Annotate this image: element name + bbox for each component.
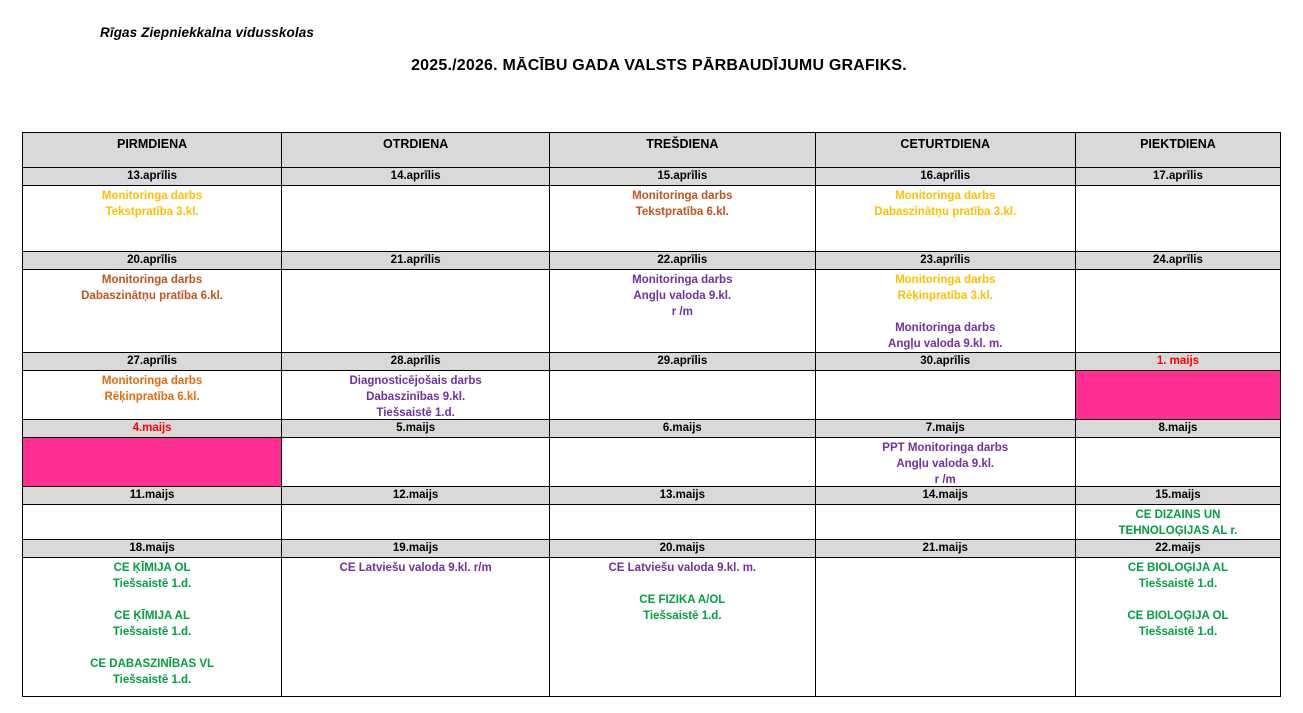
- column-header: OTRDIENA: [282, 133, 550, 168]
- exam-entry: [282, 373, 549, 420]
- schedule-cell: [23, 558, 282, 697]
- date-cell: 28.aprīlis: [282, 353, 550, 371]
- schedule-cell: [23, 371, 282, 420]
- exam-entry: [550, 272, 814, 320]
- schedule-cell: [816, 505, 1076, 540]
- exam-entry-line: Monitoringa darbs: [101, 375, 203, 387]
- exam-entry-line: Monitoringa darbs: [101, 190, 203, 202]
- exam-entry: [23, 560, 281, 592]
- date-cell: 18.maijs: [23, 540, 282, 558]
- schedule-cell: [282, 438, 550, 487]
- exam-entry: [816, 320, 1075, 352]
- schedule-cell: [550, 186, 815, 252]
- schedule-cell: [1076, 558, 1281, 697]
- exam-entry-line: Monitoringa darbs: [895, 322, 996, 334]
- date-row: [23, 487, 1281, 505]
- exam-entry-line: r /m: [671, 306, 693, 318]
- exam-entry-line: Angļu valoda 9.kl.: [896, 458, 995, 470]
- exam-entry-line: Dabaszinātņu pratība 6.kl.: [81, 290, 223, 302]
- date-row: [23, 540, 1281, 558]
- exam-entry-line: Tiešsaistē 1.d.: [1138, 578, 1218, 590]
- exam-entry-line: CE BIOLOĢIJA OL: [1127, 610, 1229, 622]
- date-cell: 21.maijs: [816, 540, 1076, 558]
- exam-entry-line: Monitoringa darbs: [632, 190, 733, 202]
- date-cell: 27.aprīlis: [23, 353, 282, 371]
- exam-entry-line: CE BIOLOĢIJA AL: [1127, 562, 1228, 574]
- exam-entry-line: Tiešsaistē 1.d.: [112, 626, 192, 638]
- date-row: [23, 168, 1281, 186]
- column-header: PIRMDIENA: [23, 133, 282, 168]
- exam-entry-line: Angļu valoda 9.kl. m.: [888, 338, 1003, 350]
- schedule-cell: [1076, 438, 1281, 487]
- schedule-cell: [550, 438, 815, 487]
- exam-entry-line: Angļu valoda 9.kl.: [633, 290, 732, 302]
- date-cell: 8.maijs: [1076, 420, 1281, 438]
- content-row: [23, 186, 1281, 252]
- date-row: [23, 420, 1281, 438]
- exam-entry: [550, 592, 814, 624]
- holiday-cell: [1076, 371, 1281, 420]
- schedule-cell: [282, 558, 550, 697]
- schedule-cell: [23, 270, 282, 353]
- date-cell: 30.aprīlis: [816, 353, 1076, 371]
- date-cell: 11.maijs: [23, 487, 282, 505]
- schedule-cell: [816, 186, 1076, 252]
- exam-entry-line: CE ĶĪMIJA OL: [113, 562, 191, 574]
- blank-line: [1076, 592, 1280, 608]
- exam-entry: [1076, 608, 1280, 640]
- exam-entry-line: PPT Monitoringa darbs: [882, 442, 1009, 454]
- exam-entry: [816, 440, 1075, 487]
- exam-entry-line: Tiešsaistē 1.d.: [643, 610, 722, 622]
- content-row: [23, 505, 1281, 540]
- content-row: [23, 371, 1281, 420]
- date-cell: 15.maijs: [1076, 487, 1281, 505]
- exam-entry-line: CE DIZAINS UN: [1135, 509, 1221, 521]
- date-cell: 19.maijs: [282, 540, 550, 558]
- exam-entry-line: CE DABASZINĪBAS VL: [90, 658, 215, 670]
- schedule-cell: [1076, 186, 1281, 252]
- column-header: TREŠDIENA: [550, 133, 815, 168]
- content-row: [23, 270, 1281, 353]
- schedule-cell: [816, 270, 1076, 353]
- column-header: CETURTDIENA: [816, 133, 1076, 168]
- date-row: [23, 252, 1281, 270]
- exam-entry-line: Rēķinpratība 6.kl.: [104, 391, 200, 403]
- date-cell: 13.maijs: [550, 487, 815, 505]
- exam-entry-line: Monitoringa darbs: [895, 190, 996, 202]
- exam-entry: [1076, 560, 1280, 592]
- date-cell: 13.aprīlis: [23, 168, 282, 186]
- exam-entry-line: CE Latviešu valoda 9.kl. m.: [608, 562, 757, 574]
- date-cell: 14.aprīlis: [282, 168, 550, 186]
- exam-entry-line: Tiešsaistē 1.d.: [112, 578, 192, 590]
- exam-entry-line: Monitoringa darbs: [895, 274, 996, 286]
- schedule-cell: [23, 505, 282, 540]
- date-cell: 29.aprīlis: [550, 353, 815, 371]
- schedule-cell: [816, 438, 1076, 487]
- exam-entry-line: CE ĶĪMIJA AL: [114, 610, 190, 622]
- date-cell: 17.aprīlis: [1076, 168, 1281, 186]
- column-header: PIEKTDIENA: [1076, 133, 1281, 168]
- weekday-header-row: [23, 133, 1281, 168]
- schedule-cell: [282, 270, 550, 353]
- exam-entry-line: Tiešsaistē 1.d.: [376, 407, 455, 419]
- exam-entry-line: Tiešsaistē 1.d.: [1138, 626, 1218, 638]
- date-cell: 5.maijs: [282, 420, 550, 438]
- exam-entry-line: Monitoringa darbs: [632, 274, 733, 286]
- date-cell: 20.aprīlis: [23, 252, 282, 270]
- schedule-cell: [282, 371, 550, 420]
- exam-entry: [23, 272, 281, 304]
- blank-line: [550, 576, 814, 592]
- date-cell: 23.aprīlis: [816, 252, 1076, 270]
- school-name: Rīgas Ziepniekkalna vidusskolas: [100, 25, 314, 40]
- exam-entry-line: Monitoringa darbs: [101, 274, 203, 286]
- date-cell: 16.aprīlis: [816, 168, 1076, 186]
- date-cell: 1. maijs: [1076, 353, 1281, 371]
- date-cell: 21.aprīlis: [282, 252, 550, 270]
- date-cell: 4.maijs: [23, 420, 282, 438]
- schedule-cell: [550, 505, 815, 540]
- schedule-cell: [816, 558, 1076, 697]
- schedule-cell: [1076, 270, 1281, 353]
- date-cell: 24.aprīlis: [1076, 252, 1281, 270]
- date-cell: 20.maijs: [550, 540, 815, 558]
- exam-entry: [23, 188, 281, 220]
- exam-entry-line: Diagnosticējošais darbs: [349, 375, 482, 387]
- exam-entry: [816, 272, 1075, 304]
- date-cell: 7.maijs: [816, 420, 1076, 438]
- exam-entry: [23, 656, 281, 688]
- exam-entry-line: CE FIZIKA A/OL: [639, 594, 726, 606]
- schedule-cell: [550, 558, 815, 697]
- date-cell: 15.aprīlis: [550, 168, 815, 186]
- exam-entry: [23, 608, 281, 640]
- date-row: [23, 353, 1281, 371]
- exam-entry-line: TEHNOLOĢIJAS AL r.: [1118, 525, 1238, 537]
- date-cell: 12.maijs: [282, 487, 550, 505]
- blank-line: [816, 304, 1075, 320]
- exam-entry-line: CE Latviešu valoda 9.kl. r/m: [339, 562, 492, 574]
- exam-entry-line: Dabaszinātņu pratība 3.kl.: [874, 206, 1017, 218]
- schedule-cell: [23, 186, 282, 252]
- date-cell: 22.aprīlis: [550, 252, 815, 270]
- exam-entry-line: Tekstpratība 6.kl.: [635, 206, 729, 218]
- content-row: [23, 558, 1281, 697]
- schedule-cell: [550, 371, 815, 420]
- exam-entry: [23, 373, 281, 405]
- exam-entry: [1076, 507, 1280, 539]
- date-cell: 6.maijs: [550, 420, 815, 438]
- page-title: 2025./2026. MĀCĪBU GADA VALSTS PĀRBAUDĪJUMU GRAFIKS.: [411, 57, 907, 74]
- holiday-cell: [23, 438, 282, 487]
- exam-entry-line: Rēķinpratība 3.kl.: [897, 290, 993, 302]
- blank-line: [23, 640, 281, 656]
- schedule-cell: [1076, 505, 1281, 540]
- schedule-cell: [282, 186, 550, 252]
- schedule-cell: [282, 505, 550, 540]
- exam-entry-line: Dabaszinības 9.kl.: [366, 391, 466, 403]
- content-row: [23, 438, 1281, 487]
- date-cell: 22.maijs: [1076, 540, 1281, 558]
- exam-entry: [282, 560, 549, 576]
- blank-line: [23, 592, 281, 608]
- exam-entry: [550, 188, 814, 220]
- schedule-cell: [550, 270, 815, 353]
- date-cell: 14.maijs: [816, 487, 1076, 505]
- exam-entry-line: r /m: [934, 474, 956, 486]
- exam-entry: [550, 560, 814, 576]
- exam-entry-line: Tekstpratība 3.kl.: [105, 206, 199, 218]
- exam-entry-line: Tiešsaistē 1.d.: [112, 674, 192, 686]
- exam-schedule-table: [22, 132, 1281, 697]
- schedule-cell: [816, 371, 1076, 420]
- exam-entry: [816, 188, 1075, 220]
